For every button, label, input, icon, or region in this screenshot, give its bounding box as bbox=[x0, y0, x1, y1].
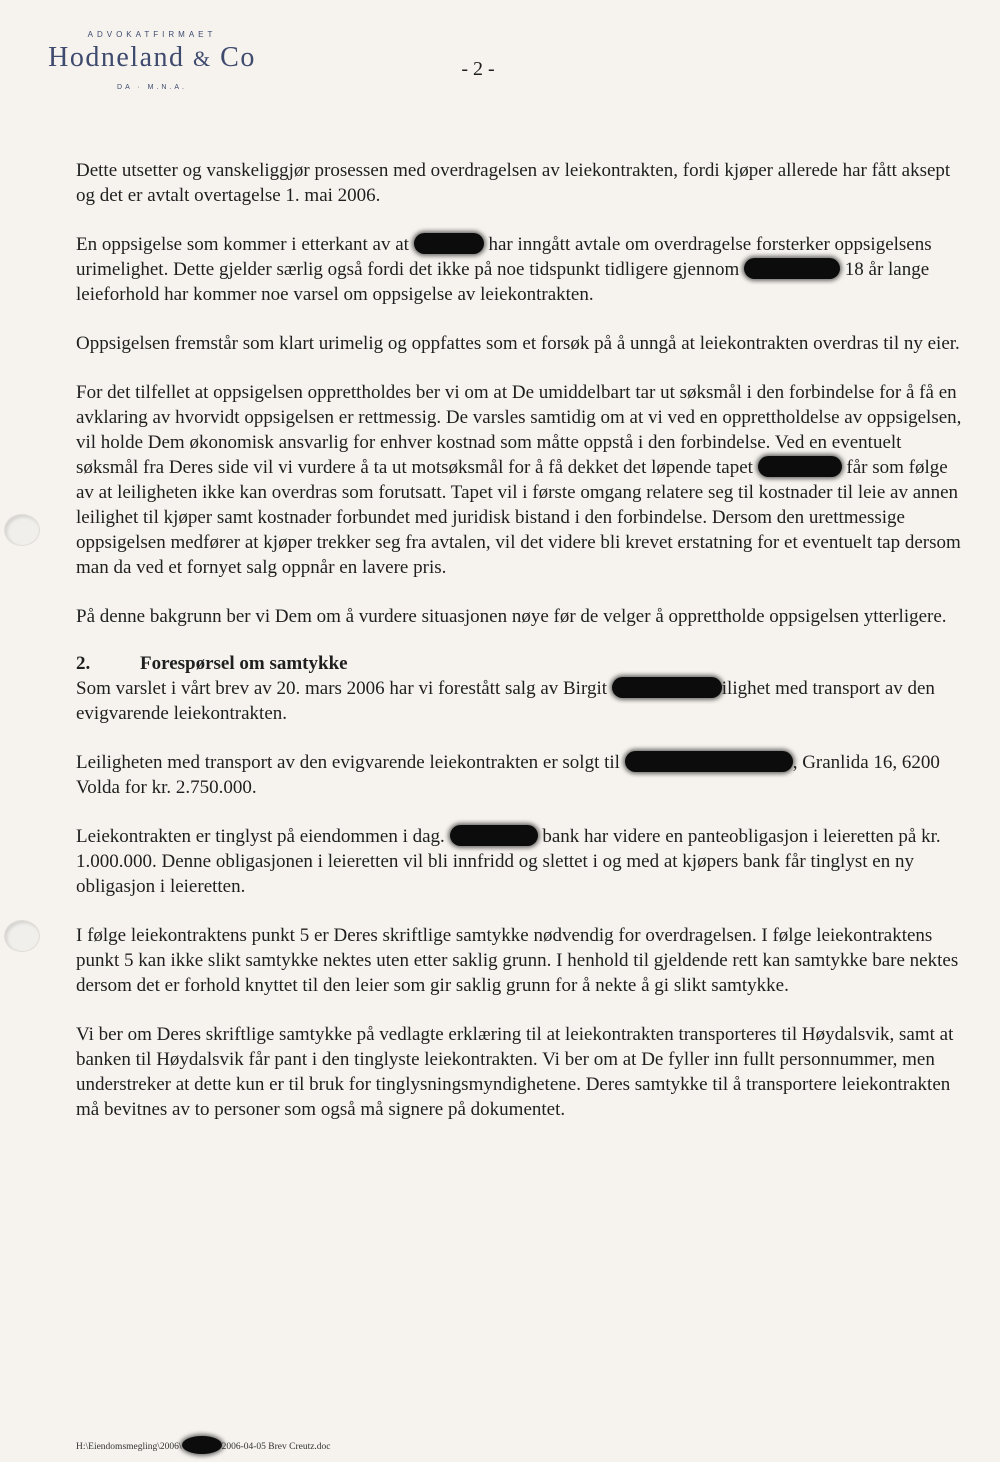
paragraph-text: Leiligheten med transport av den evigvarende leiekontrakten er solgt til bbox=[76, 752, 620, 773]
paragraph-text: bank har videre en panteobligasjon i leieretten på kr. 1.000.000. Denne obligasjonen i leieretten vil bli innfridd og slettet i og med at kjøpers bank får tinglyst en ny obligasjon i leieretten. bbox=[76, 826, 941, 897]
file-path-footer bbox=[76, 1436, 331, 1454]
redaction-mark bbox=[744, 258, 840, 279]
letterhead-legal-form: DA · M.N.A. bbox=[117, 84, 187, 91]
redaction-mark bbox=[450, 825, 538, 846]
paragraph-text: , Granlida 16, 6200 Volda for kr. 2.750.000. bbox=[76, 752, 940, 798]
file-path-prefix: H:\Eiendomsmegling\2006\ bbox=[76, 1442, 182, 1452]
paragraph-text: ilighet med transport av den evigvarende leiekontrakten. bbox=[76, 678, 935, 724]
paragraph-text: Som varslet i vårt brev av 20. mars 2006 har vi forestått salg av Birgit bbox=[76, 678, 608, 699]
firm-name-main: Hodneland bbox=[48, 42, 185, 73]
redaction-mark bbox=[414, 233, 484, 254]
paragraph: Dette utsetter og vanskeliggjør prosessen med overdragelsen av leiekontrakten, fordi kjøper allerede har fått aksept og det er avtalt overtagelse 1. mai 2006. bbox=[76, 160, 951, 206]
paragraph bbox=[76, 232, 966, 307]
paragraph: Vi ber om Deres skriftlige samtykke på vedlagte erklæring til at leiekontrakten transporteres til Høydalsvik, samt at banken til Høydalsvik får pant i den tinglyste leiekontrakten. Vi ber om at De fyller inn fullt personnummer, men understreker at dette kun er til bruk for tinglysningsmyndighetene. Deres samtykke til å transportere leiekontrakten må bevitnes av to personer som også må signere på dokumentet. bbox=[76, 1024, 954, 1120]
paragraph bbox=[76, 676, 966, 726]
paragraph-text: får som følge av at leiligheten ikke kan overdras som forutsatt. Tapet vil i første omgang relatere seg til kostnader til leie av annen leilighet til kjøper samt kostnader forbundet med juridisk bistand i den forbindelse. Dersom den urettmessige oppsigelsen medfører at kjøper trekker seg fra avtalen, vil det videre bli krevet erstatning for et eventuelt tap dersom man da ved et fornyet salg oppnår en lavere pris. bbox=[76, 457, 961, 578]
paragraph-text: For det tilfellet at oppsigelsen opprettholdes ber vi om at De umiddelbart tar ut søksmål i den forbindelse for å få en avklaring av hvorvidt oppsigelsen er rettmessig. De varsles samtidig om at vi ved en opprettholdelse av oppsigelsen, vil holde Dem økonomisk ansvarlig for enhver kostnad som måtte oppstå i den forbindelse. Ved en eventuelt søksmål fra Deres side vil vi vurdere å ta ut motsøksmål for å få dekket det løpende tapet bbox=[76, 382, 962, 478]
paragraph: I følge leiekontraktens punkt 5 er Deres skriftlige samtykke nødvendig for overdragelsen. I følge leiekontraktens punkt 5 kan ikke slikt samtykke nektes uten etter saklig grunn. I henhold til gjeldende rett kan samtykke bare nektes dersom det er forhold knyttet til den leier som gir saklig grunn for å nekte å gi slikt samtykke. bbox=[76, 925, 959, 996]
paragraph-text: Leiekontrakten er tinglyst på eiendommen i dag. bbox=[76, 826, 445, 847]
firm-name-amp: & bbox=[193, 46, 212, 71]
redaction-mark bbox=[612, 677, 722, 698]
file-path-suffix: 2006-04-05 Brev Creutz.doc bbox=[221, 1442, 331, 1452]
section-heading bbox=[76, 651, 966, 676]
page-number: - 2 - bbox=[461, 58, 495, 80]
redaction-mark bbox=[625, 751, 793, 772]
letterhead-subtitle: ADVOKATFIRMAET bbox=[87, 30, 217, 39]
section-number: 2. bbox=[76, 653, 91, 674]
paragraph-text: 18 år lange leieforhold har kommer noe varsel om oppsigelse av leiekontrakten. bbox=[76, 259, 930, 305]
letter-body bbox=[76, 158, 966, 1146]
paragraph bbox=[76, 824, 966, 899]
paragraph bbox=[76, 750, 966, 800]
paragraph: Oppsigelsen fremstår som klart urimelig og oppfattes som et forsøk på å unngå at leiekontrakten overdras til ny eier. bbox=[76, 333, 960, 354]
punch-hole bbox=[4, 920, 40, 952]
section-title: Forespørsel om samtykke bbox=[140, 653, 348, 674]
letterhead-firm-name bbox=[22, 43, 282, 74]
punch-hole bbox=[4, 514, 40, 546]
redaction-mark bbox=[758, 456, 842, 477]
paragraph bbox=[76, 380, 966, 580]
paragraph: På denne bakgrunn ber vi Dem om å vurdere situasjonen nøye før de velger å opprettholde oppsigelsen ytterligere. bbox=[76, 606, 947, 627]
letterhead-logo bbox=[22, 30, 282, 91]
firm-name-co: Co bbox=[220, 42, 256, 73]
redaction-mark bbox=[182, 1436, 222, 1454]
paragraph-text: En oppsigelse som kommer i etterkant av at bbox=[76, 234, 409, 255]
paragraph-text: har inngått avtale om overdragelse forsterker oppsigelsens urimelighet. Dette gjelder særlig også fordi det ikke på noe tidspunkt tidligere gjennom bbox=[76, 234, 932, 280]
